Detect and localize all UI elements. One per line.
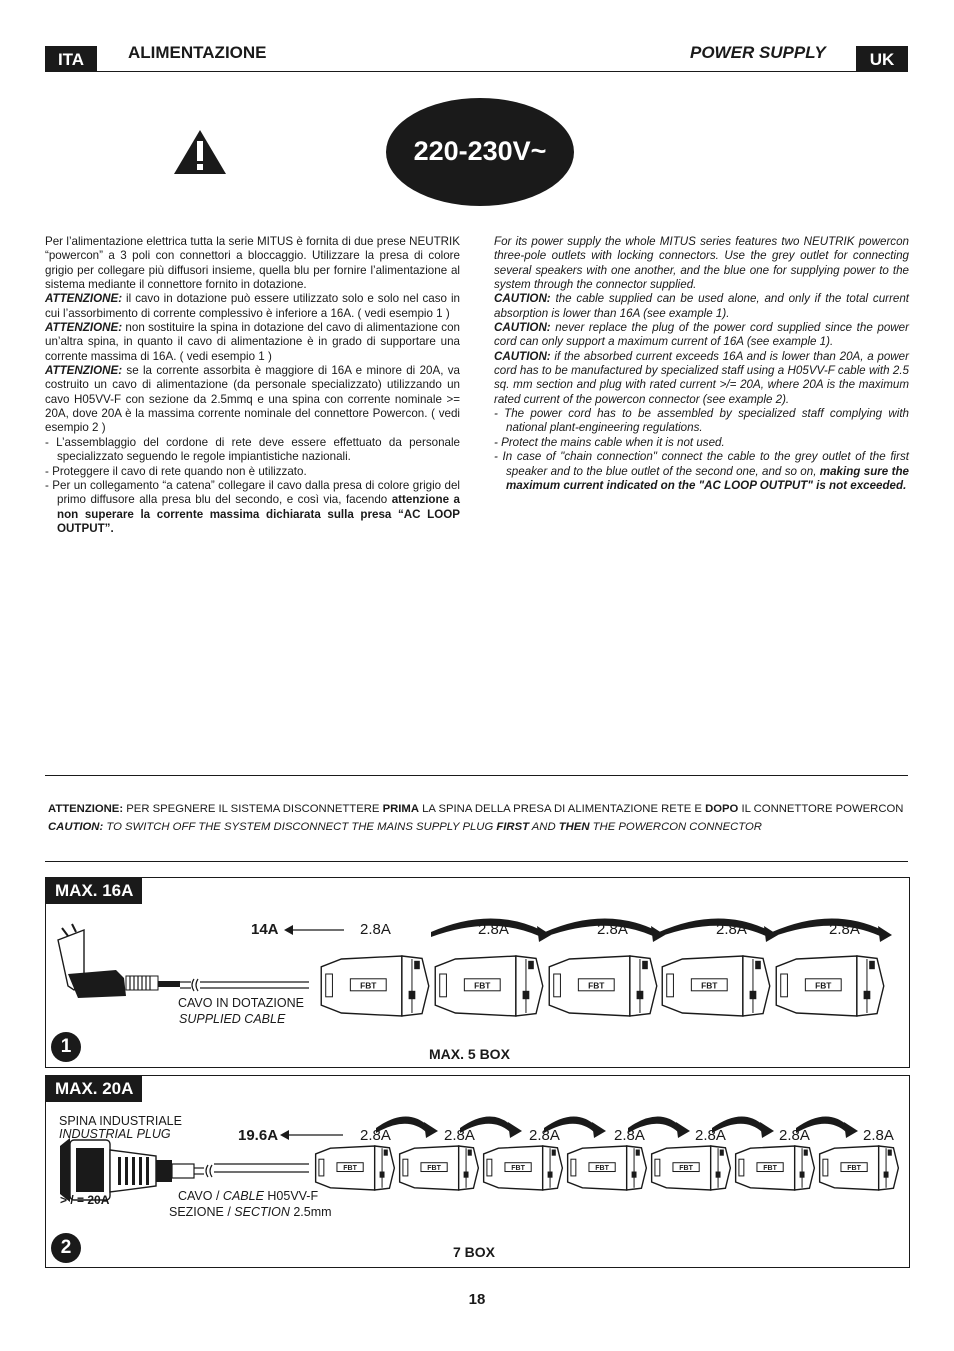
- example-number-badge: 1: [51, 1032, 81, 1062]
- svg-text:FBT: FBT: [847, 1164, 861, 1172]
- en-caution-2: CAUTION: never replace the plug of the power cord supplied since the power cord can only support a maximum current of 16A (see example 1).: [494, 321, 909, 349]
- speaker-box: [321, 956, 429, 1016]
- speaker-box: [820, 1146, 899, 1190]
- voltage-ellipse: [386, 98, 574, 206]
- box-current: 2.8A: [597, 921, 628, 938]
- total-current: 19.6A: [238, 1127, 279, 1144]
- speaker-box: [662, 956, 770, 1016]
- box-current: 2.8A: [695, 1127, 726, 1144]
- plug-label-en: INDUSTRIAL PLUG: [59, 1127, 171, 1141]
- uk-badge: UK: [856, 46, 908, 72]
- it-intro: Per l’alimentazione elettrica tutta la serie MITUS è fornita di due prese NEUTRIK “powercon” a 3 poli con connettori a bloccaggio. Utilizzare la presa di colore grigio per collegare più diffusori insieme, quella blu per fornire l’alimentazione al sistema mediante il connettore fornito in dotazione.: [45, 235, 460, 292]
- warning-english: CAUTION: TO SWITCH OFF THE SYSTEM DISCONNECT THE MAINS SUPPLY PLUG FIRST AND THEN THE POWERCON CONNECTOR: [48, 821, 762, 833]
- speaker-box: [736, 1146, 815, 1190]
- cable-spec-line1: CAVO / CABLE H05VV-F: [178, 1189, 319, 1203]
- box-current: 2.8A: [529, 1127, 560, 1144]
- warning-italian: ATTENZIONE: PER SPEGNERE IL SISTEMA DISCONNETTERE PRIMA LA SPINA DELLA PRESA DI ALIMENTAZIONE RETE E DOPO IL CONNETTORE POWERCON: [48, 803, 904, 815]
- plug-rating: > / = 20A: [60, 1193, 110, 1207]
- plug-label-it: SPINA INDUSTRIALE: [59, 1114, 182, 1128]
- box-current: 2.8A: [614, 1127, 645, 1144]
- speaker-box: [435, 956, 543, 1016]
- en-list-item: - Protect the mains cable when it is not used.: [494, 435, 725, 449]
- svg-text:FBT: FBT: [763, 1164, 777, 1172]
- box-current: 2.8A: [716, 921, 747, 938]
- box-current: 2.8A: [863, 1127, 894, 1144]
- svg-text:FBT: FBT: [595, 1164, 609, 1172]
- english-text: [494, 235, 909, 493]
- en-intro: For its power supply the whole MITUS series features two NEUTRIK powercon three-pole outlets with locking connectors. Use the grey outlet for connecting several speakers with one another, and the blue one for supplying power to the system through the connector supplied.: [494, 235, 909, 292]
- divider: [45, 861, 908, 862]
- speaker-box: [549, 956, 657, 1016]
- cable-label-it: CAVO IN DOTAZIONE: [178, 996, 304, 1010]
- cable-spec-line2: SEZIONE / SECTION 2.5mm: [169, 1205, 332, 1219]
- example-1-tag: MAX. 16A: [46, 878, 142, 904]
- en-caution-1: CAUTION: the cable supplied can be used alone, and only if the total current absorption is lower than 16A (see example 1).: [494, 292, 909, 320]
- it-attention-1: ATTENZIONE: il cavo in dotazione può essere utilizzato solo e solo nel caso in cui l’assorbimento di corrente complessivo è inferiore a 16A. ( vedi esempio 1 ): [45, 292, 460, 320]
- box-current: 2.8A: [360, 921, 391, 938]
- example-2-panel: [45, 1075, 910, 1268]
- italian-text: [45, 235, 460, 536]
- box-current: 2.8A: [779, 1127, 810, 1144]
- it-attention-2: ATTENZIONE: non sostituire la spina in dotazione del cavo di alimentazione con un’altra spina, in quanto il cavo di alimentazione è in grado di supportare una corrente massima di 16A. ( vedi esempio 1 ): [45, 321, 460, 363]
- svg-text:FBT: FBT: [360, 980, 377, 991]
- speaker-box: [400, 1146, 479, 1190]
- svg-text:FBT: FBT: [701, 980, 718, 991]
- speaker-box: [316, 1146, 395, 1190]
- en-list-item: - In case of "chain connection" connect the cable to the grey outlet of the first speaker and to the blue outlet of the second one, and so on, making sure the maximum current indicated on the "AC LOOP OUTPUT" is not exceeded.: [494, 450, 909, 492]
- voltage-label: 220-230V~: [413, 136, 547, 166]
- box-current: 2.8A: [829, 921, 860, 938]
- page-number: 18: [468, 1291, 486, 1308]
- example-number-badge: 2: [51, 1233, 81, 1263]
- it-list-item: - Per un collegamento “a catena” collegare il cavo dalla presa di colore grigio del primo diffusore alla presa blu del secondo, e così via, facendo attenzione a non superare la corrente massima dichiarata sulla presa “AC LOOP OUTPUT”.: [45, 478, 460, 535]
- speaker-box: [776, 956, 884, 1016]
- speaker-box: [568, 1146, 647, 1190]
- svg-text:FBT: FBT: [588, 980, 605, 991]
- example-2-diagram: [46, 1076, 909, 1267]
- plug-body: [68, 970, 126, 998]
- header-rule: [45, 71, 908, 72]
- total-current: 14A: [251, 921, 279, 938]
- it-list-item: - Proteggere il cavo di rete quando non è utilizzato.: [45, 464, 307, 478]
- speaker-box: [484, 1146, 563, 1190]
- ita-badge: ITA: [45, 46, 97, 72]
- it-attention-3: ATTENZIONE: se la corrente assorbita è maggiore di 16A e minore di 20A, va costruito un cavo di alimentazione (da personale specializzato) utilizzando un cavo H05VV-F con sezione da 2.5mmq e una spina con corrente nominale >= 20A, dove 20A è la massima corrente nominale del connettore Powercon. ( vedi esempio 2 ): [45, 364, 460, 435]
- svg-text:FBT: FBT: [427, 1164, 441, 1172]
- svg-text:FBT: FBT: [679, 1164, 693, 1172]
- svg-text:FBT: FBT: [343, 1164, 357, 1172]
- divider: [45, 775, 908, 776]
- en-caution-3: CAUTION: if the absorbed current exceeds 16A and is lower than 20A, a power cord has to be manufactured by specialized staff using a H05VV-F cable with 2.5 sq. mm section and plug with rated current >/= 20A, where 20A is the maximum rated current of the powercon connector (see example 2).: [494, 349, 909, 406]
- example-2-tag: MAX. 20A: [46, 1076, 142, 1102]
- svg-text:FBT: FBT: [511, 1164, 525, 1172]
- box-current: 2.8A: [444, 1127, 475, 1144]
- arrow-left-icon: [280, 1130, 289, 1140]
- svg-text:FBT: FBT: [474, 980, 491, 991]
- svg-text:FBT: FBT: [815, 980, 832, 991]
- max-box-label: 7 BOX: [453, 1244, 496, 1260]
- box-current: 2.8A: [478, 921, 509, 938]
- arrow-left-icon: [284, 925, 293, 935]
- ita-title: ALIMENTAZIONE: [128, 43, 267, 62]
- en-list-item: - The power cord has to be assembled by specialized staff complying with national plant-engineering regulations.: [494, 407, 909, 435]
- max-box-label: MAX. 5 BOX: [429, 1046, 510, 1062]
- example-1-diagram: [46, 878, 909, 1067]
- warning-triangle-icon: [172, 128, 228, 176]
- example-1-panel: [45, 877, 910, 1068]
- uk-title: POWER SUPPLY: [690, 43, 826, 62]
- box-current: 2.8A: [360, 1127, 391, 1144]
- it-list-item: - L’assemblaggio del cordone di rete deve essere effettuato da personale specializzato seguendo le regole impiantistiche nazionali.: [45, 435, 460, 464]
- speaker-box: [652, 1146, 731, 1190]
- cable-label-en: SUPPLIED CABLE: [179, 1012, 286, 1026]
